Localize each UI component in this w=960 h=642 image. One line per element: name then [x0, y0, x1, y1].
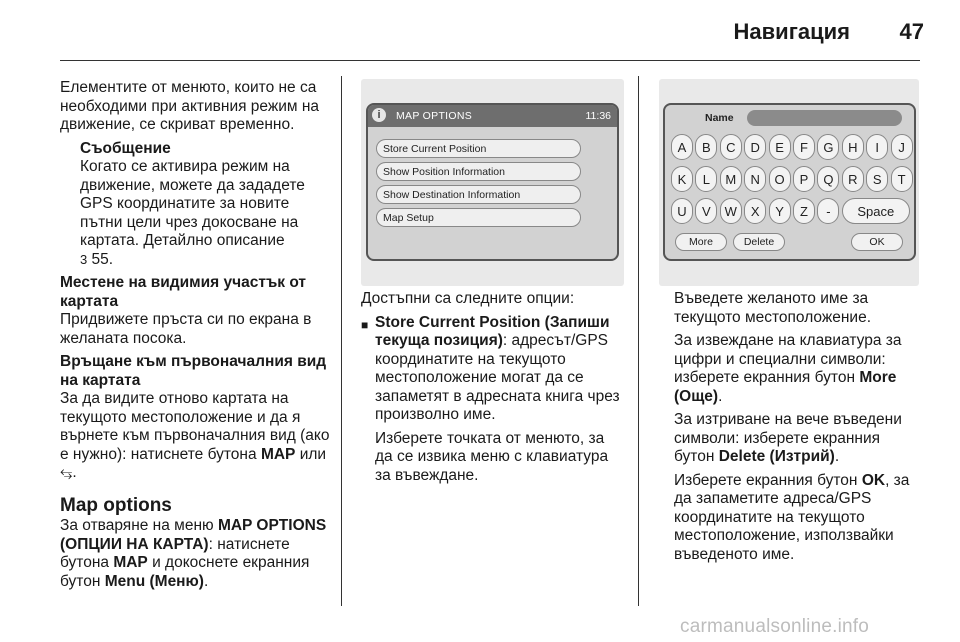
map-setup-button[interactable]: Map Setup: [376, 208, 581, 227]
note-text: Когато се активира режим на движение, можете да зададете GPS координатите за новите пътни цели чрез докосване на картата. Детайлно описание 3 55.: [80, 158, 305, 268]
key-u[interactable]: U: [671, 198, 693, 224]
info-icon[interactable]: i: [372, 108, 386, 122]
key-space[interactable]: Space: [842, 198, 910, 224]
arrow-reference-icon: 3: [80, 251, 88, 267]
map-options-figure: [361, 79, 624, 286]
key-z[interactable]: Z: [793, 198, 815, 224]
show-position-information-button[interactable]: Show Position Information: [376, 162, 581, 181]
name-input[interactable]: [747, 110, 902, 126]
key-l[interactable]: L: [695, 166, 717, 192]
key-q[interactable]: Q: [817, 166, 839, 192]
section-text: За отваряне на меню MAP OPTIONS (ОПЦИИ НА КАРТА): натиснете бутона MAP и докоснете екранния бутон Menu (Меню).: [60, 517, 327, 590]
key-p[interactable]: P: [793, 166, 815, 192]
column-divider-right: [638, 76, 639, 606]
section-title: Map options: [60, 494, 172, 516]
key-r[interactable]: R: [842, 166, 864, 192]
key-y[interactable]: Y: [769, 198, 791, 224]
key-v[interactable]: V: [695, 198, 717, 224]
back-arrow-icon: ⥃: [60, 464, 73, 481]
key-n[interactable]: N: [744, 166, 766, 192]
key-dash[interactable]: -: [817, 198, 839, 224]
clock: 11:36: [585, 110, 611, 122]
store-current-position-button[interactable]: Store Current Position: [376, 139, 581, 158]
keyboard-screen: [663, 103, 916, 261]
keyboard-figure: [659, 79, 919, 286]
key-i[interactable]: I: [866, 134, 888, 160]
note-title: Съобщение: [80, 139, 171, 157]
more-text: За извеждане на клавиатура за цифри и специални символи: изберете екранния бутон More (Още).: [674, 332, 902, 405]
return-text: За да видите отново картата на текущото местоположение и да я върнете към първоначалния вид (ако е нужно): натиснете бутона MAP или ⥃.: [60, 390, 330, 481]
delete-text: За изтриване на вече въведени символи: изберете екранния бутон Delete (Изтрий).: [674, 411, 902, 465]
key-g[interactable]: G: [817, 134, 839, 160]
key-t[interactable]: T: [891, 166, 913, 192]
right-column: [674, 290, 924, 569]
move-heading: Местене на видимия участък от картата: [60, 274, 306, 310]
key-w[interactable]: W: [720, 198, 742, 224]
ok-text: Изберете екранния бутон OK, за да запаметите адреса/GPS координатите на текущото местоположение, използвайки въведеното име.: [674, 471, 910, 563]
page-number: 47: [899, 19, 924, 44]
key-j[interactable]: J: [891, 134, 913, 160]
key-o[interactable]: O: [769, 166, 791, 192]
header-divider: [60, 60, 920, 61]
middle-column: [361, 290, 624, 490]
enter-name-text: Въведете желаното име за текущото местоположение.: [674, 290, 872, 326]
show-destination-information-button[interactable]: Show Destination Information: [376, 185, 581, 204]
bullet-square-icon: ■: [361, 317, 369, 332]
ok-button[interactable]: OK: [851, 233, 903, 251]
screen-title: MAP OPTIONS: [396, 110, 473, 122]
note-page-ref[interactable]: 55.: [91, 250, 114, 268]
watermark: carmanualsonline.info: [680, 616, 870, 637]
options-intro: Достъпни са следните опции:: [361, 290, 575, 307]
select-item-text: Изберете точката от менюто, за да се извика меню с клавиатура за въвеждане.: [375, 429, 609, 484]
map-options-screen: [366, 103, 619, 261]
return-heading: Връщане към първоначалния вид на картата: [60, 353, 327, 389]
key-f[interactable]: F: [793, 134, 815, 160]
map-button-ref: MAP: [260, 445, 296, 463]
move-text: Придвижете пръста си по екрана в желаната посока.: [60, 311, 312, 347]
key-x[interactable]: X: [744, 198, 766, 224]
key-h[interactable]: H: [842, 134, 864, 160]
key-c[interactable]: C: [720, 134, 742, 160]
note-box: [60, 140, 334, 270]
key-m[interactable]: M: [720, 166, 742, 192]
key-k[interactable]: K: [671, 166, 693, 192]
store-position-bullet: ■ Store Current Position (Запиши текуща позиция): адресът/GPS координатите на текущото местоположение могат да се запаметят в адресната книга чрез произволно име. Изберете точката от менюто, за да се извика меню с клавиатура за въвеждане.: [361, 314, 624, 491]
more-button[interactable]: More: [675, 233, 727, 251]
title-bar: [368, 105, 617, 127]
key-d[interactable]: D: [744, 134, 766, 160]
delete-button[interactable]: Delete: [733, 233, 785, 251]
chapter-title: Навигация: [733, 19, 850, 44]
left-column: [60, 79, 334, 596]
name-label: Name: [705, 112, 734, 124]
intro-paragraph: Елементите от менюто, които не са необходими при активния режим на движение, се скриват временно.: [60, 79, 320, 133]
key-s[interactable]: S: [866, 166, 888, 192]
column-divider-left: [341, 76, 342, 606]
page-header: [0, 0, 960, 60]
key-b[interactable]: B: [695, 134, 717, 160]
key-a[interactable]: A: [671, 134, 693, 160]
key-e[interactable]: E: [769, 134, 791, 160]
